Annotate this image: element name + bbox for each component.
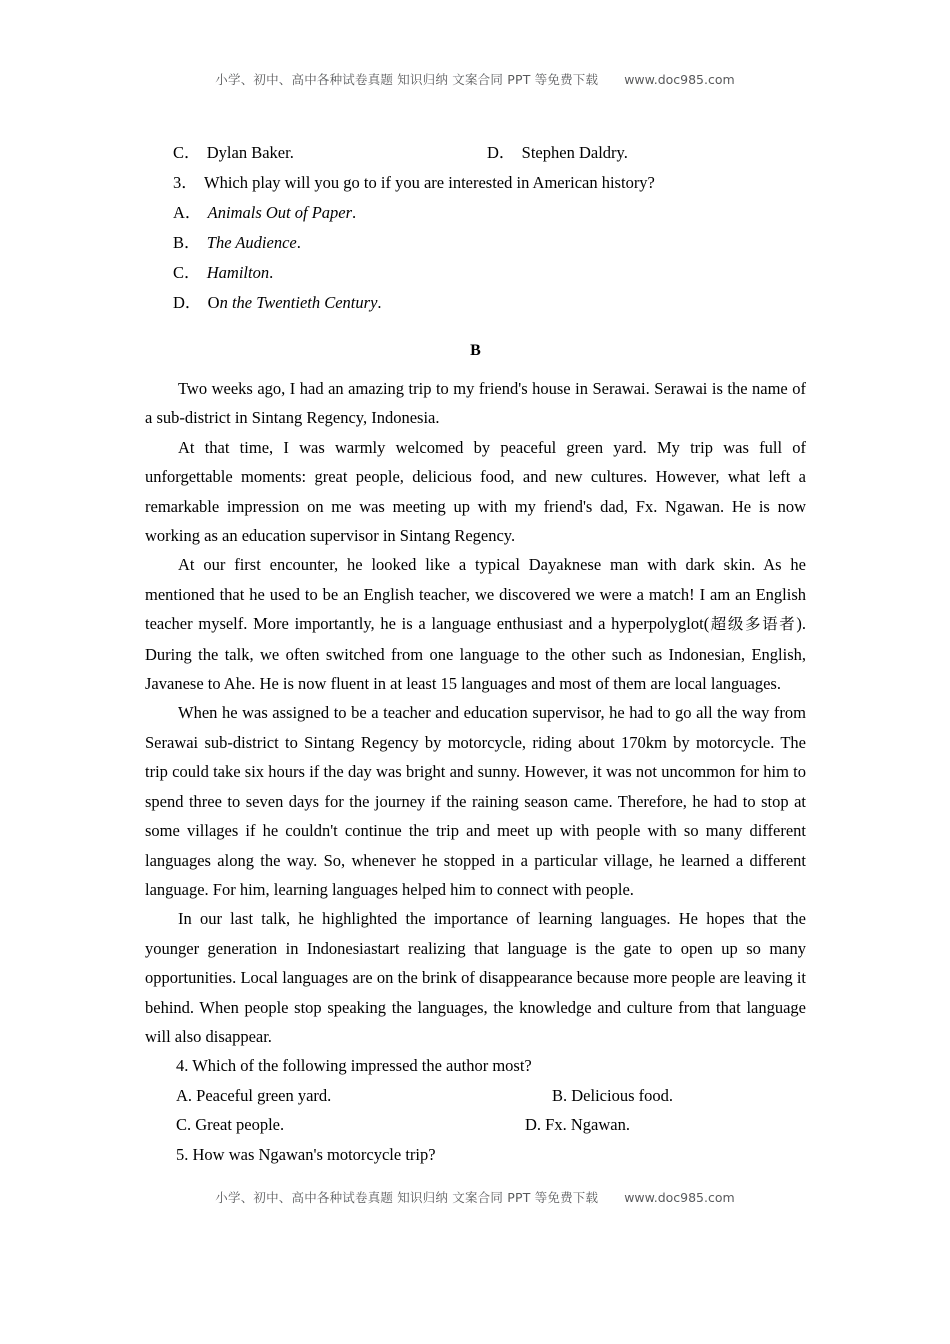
- option-letter-a: A ．: [173, 198, 199, 228]
- footer-chinese-text: 小学、初中、高中各种试卷真题 知识归纳 文案合同 PPT 等免费下载: [215, 1190, 599, 1205]
- option-a-title: Animals Out of Paper: [207, 203, 353, 222]
- page-footer: [0, 1188, 950, 1206]
- option-b-title: The Audience: [206, 233, 297, 252]
- option-letter-d: D ．: [487, 138, 513, 168]
- option-d-title: n the Twentieth Century: [219, 293, 378, 312]
- question3-option-a: [173, 198, 356, 228]
- option-d-text: Stephen Daldry.: [521, 143, 628, 162]
- question3-option-d: [173, 288, 382, 318]
- question4-option-c: C. Great people.: [176, 1115, 285, 1135]
- question5-stem: 5. How was Ngawan's motorcycle trip?: [176, 1144, 436, 1164]
- question3-option-a-row: [145, 198, 806, 228]
- option-c-text: Dylan Baker.: [206, 143, 294, 162]
- question2-option-c: [173, 138, 294, 168]
- option-c-tail: .: [269, 263, 274, 282]
- question3-option-b: [173, 228, 301, 258]
- option-b-tail: .: [296, 233, 301, 252]
- question3-stem: [145, 168, 806, 198]
- question4-options-row-ab: [145, 1081, 806, 1110]
- passage-p3-chinese-gloss: 超级多语者: [709, 615, 797, 634]
- passage-paragraph-3: [145, 550, 806, 698]
- question3-number: 3 ．: [173, 168, 196, 198]
- question3-option-b-row: [145, 228, 806, 258]
- question4-options-row-cd: [145, 1110, 806, 1139]
- question3-option-d-row: [145, 288, 806, 318]
- passage-p3-after: ). During the talk, we often switched from one language to the other such as Indonesian, English, Javanese to Ahe. He is now fluent in at least 15 languages and most of them are local languages.: [145, 614, 806, 694]
- question4-option-a: A. Peaceful green yard.: [176, 1085, 332, 1105]
- option-d-prefix: O: [207, 293, 220, 312]
- question4-stem: 4. Which of the following impressed the author most?: [176, 1056, 532, 1076]
- question4-option-d: D. Fx. Ngawan.: [525, 1115, 630, 1135]
- passage-paragraph-1: Two weeks ago, I had an amazing trip to my friend's house in Serawai. Serawai is the name of a sub-district in Sintang Regency, Indonesia.: [145, 379, 806, 428]
- question3-option-c-row: [145, 258, 806, 288]
- passage-p3-before: At our first encounter, he looked like a typical Dayaknese man with dark skin. As he mentioned that he used to be an English teacher, we discovered we were a match! I am an English teacher myself. More importantly, he is a language enthusiast and a hyperpolyglot(: [145, 555, 806, 634]
- passage-paragraph-4: When he was assigned to be a teacher and education supervisor, he had to go all the way from Serawai sub-district to Sintang Regency by motorcycle, riding about 170km by motorcycle. The trip could take six hours if the day was bright and sunny. However, it was not uncommon for him to spend three to seven days for the journey if the raining season came. Therefore, he had to stop at some villages if he couldn't continue the trip and meet up with people with so many different languages along the way. So, whenever he stopped in a particular village, he learned a different language. For him, learning languages helped him to connect with people.: [145, 703, 806, 899]
- header-site-url: www.doc985.com: [624, 72, 735, 87]
- option-c-title: Hamilton: [206, 263, 270, 282]
- question2-options-row-cd: [145, 138, 806, 168]
- section-label-b: B: [470, 342, 481, 359]
- option-letter-c: C ．: [173, 138, 199, 168]
- option-a-tail: .: [352, 203, 357, 222]
- question3-stem-text: Which play will you go to if you are interested in American history?: [204, 173, 655, 192]
- question3-option-c: [173, 258, 273, 288]
- header-chinese-text: 小学、初中、高中各种试卷真题 知识归纳 文案合同 PPT 等免费下载: [215, 72, 599, 87]
- question4-option-b: B. Delicious food.: [552, 1085, 673, 1105]
- passage-paragraph-5: In our last talk, he highlighted the importance of learning languages. He hopes that the younger generation in Indonesiastart realizing that language is the gate to open up so many opportunities. Local languages are on the brink of disappearance because more people are leaving it behind. When people stop speaking the languages, the knowledge and culture from that language will also disappear.: [145, 909, 806, 1046]
- question2-option-d: [487, 138, 628, 168]
- passage-paragraph-2: At that time, I was warmly welcomed by peaceful green yard. My trip was full of unforgettable moments: great people, delicious food, and new cultures. However, what left a remarkable impression on me was meeting up with my friend's dad, Fx. Ngawan. He is now working as an education supervisor in Sintang Regency.: [145, 437, 806, 546]
- option-letter-c2: C ．: [173, 258, 199, 288]
- option-letter-b: B ．: [173, 228, 199, 258]
- document-content: [145, 0, 806, 1169]
- option-letter-d2: D ．: [173, 288, 199, 318]
- footer-site-url: www.doc985.com: [624, 1190, 735, 1205]
- option-d-tail: .: [377, 293, 382, 312]
